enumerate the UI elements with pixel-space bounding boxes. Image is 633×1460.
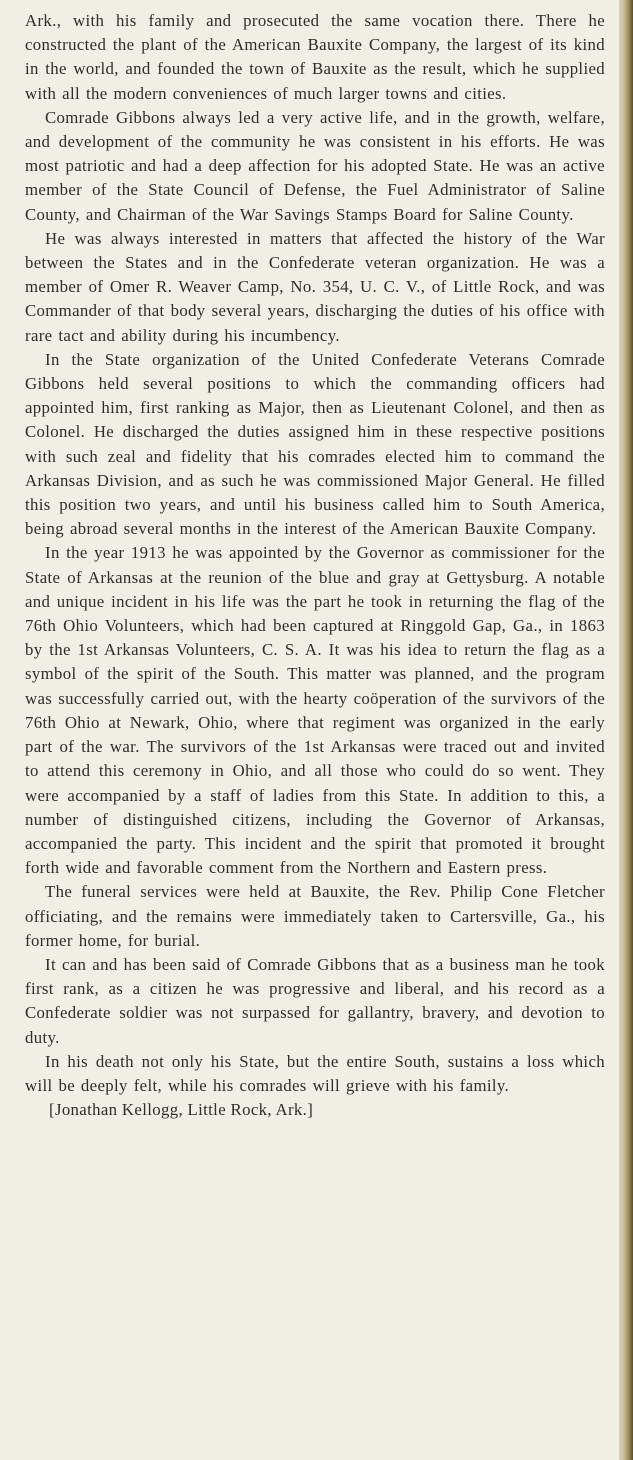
paragraph-funeral: The funeral services were held at Bauxite, the Rev. Philip Cone Fletcher officiating, and the remains were immediately taken to Cartersville, Ga., his former home, for burial. — [25, 882, 605, 950]
paragraph-civic-life: Comrade Gibbons always led a very active life, and in the growth, welfare, and development of the community he was consistent in his efforts. He was most patriotic and had a deep affection for his adopted State. He was an active member of the State Council of Defense, the Fuel Administrator of Saline County, and Chairman of the War Savings Stamps Board for Saline County. — [25, 107, 605, 224]
paragraph-flag-return: In the year 1913 he was appointed by the Governor as commissioner for the State of Arkansas at the reunion of the blue and gray at Gettysburg. A notable and unique incident in his life was the part he took in returning the flag of the 76th Ohio Volunteers, which had been captured at Ringgold Gap, Ga., in 1863 by the 1st Arkansas Volunteers, C. S. A. It was his idea to return the flag as a symbol of the spirit of the South. This matter was planned, and the program was successfully carried out, with the hearty coöperation of the survivors of the 76th Ohio at Newark, Ohio, where that regiment was organized in the early part of the war. The survivors of the 1st Arkansas were traced out and invited to attend this ceremony in Ohio, and all those who could do so went. They were accompanied by a staff of ladies from this State. In addition to this, a number of distinguished citizens, including the Governor of Arkansas, accompanied the party. This incident and the spirit that promoted it brought forth wide and favorable comment from the Northern and Eastern press. — [25, 543, 605, 878]
paragraph-state-organization: In the State organization of the United Confederate Veterans Comrade Gibbons held several positions to which the commanding officers had appointed him, first ranking as Major, then as Lieutenant Colonel, and then as Colonel. He discharged the duties assigned him in these respective positions with such zeal and fidelity that his comrades elected him to command the Arkansas Division, and as such he was commissioned Major General. He filled this position two years, and until his business called him to South America, being abroad several months in the interest of the American Bauxite Company. — [25, 349, 605, 539]
paragraph-continuation: Ark., with his family and prosecuted the same vocation there. There he constructed the plant of the American Bauxite Company, the largest of its kind in the world, and founded the town of Bauxite as the result, which he supplied with all the modern conveniences of much larger towns and cities. — [25, 11, 605, 103]
paragraph-tribute: It can and has been said of Comrade Gibbons that as a business man he took first rank, as a citizen he was progressive and liberal, and his record as a Confederate soldier was not surpassed for gallantry, bravery, and devotion to duty. — [25, 954, 605, 1047]
article-body — [25, 9, 605, 1122]
author-signature: [Jonathan Kellogg, Little Rock, Ark.] — [49, 1100, 314, 1120]
page-edge-shadow — [619, 0, 633, 1460]
paragraph-veteran-interest: He was always interested in matters that affected the history of the War between the States and in the Confederate veteran organization. He was a member of Omer R. Weaver Camp, No. 354, U. C. V., of Little Rock, and was Commander of that body several years, discharging the duties of his office with rare tact and ability during his incumbency. — [25, 228, 605, 345]
paragraph-closing: In his death not only his State, but the entire South, sustains a loss which will be deeply felt, while his comrades will grieve with his family. — [25, 1051, 605, 1095]
